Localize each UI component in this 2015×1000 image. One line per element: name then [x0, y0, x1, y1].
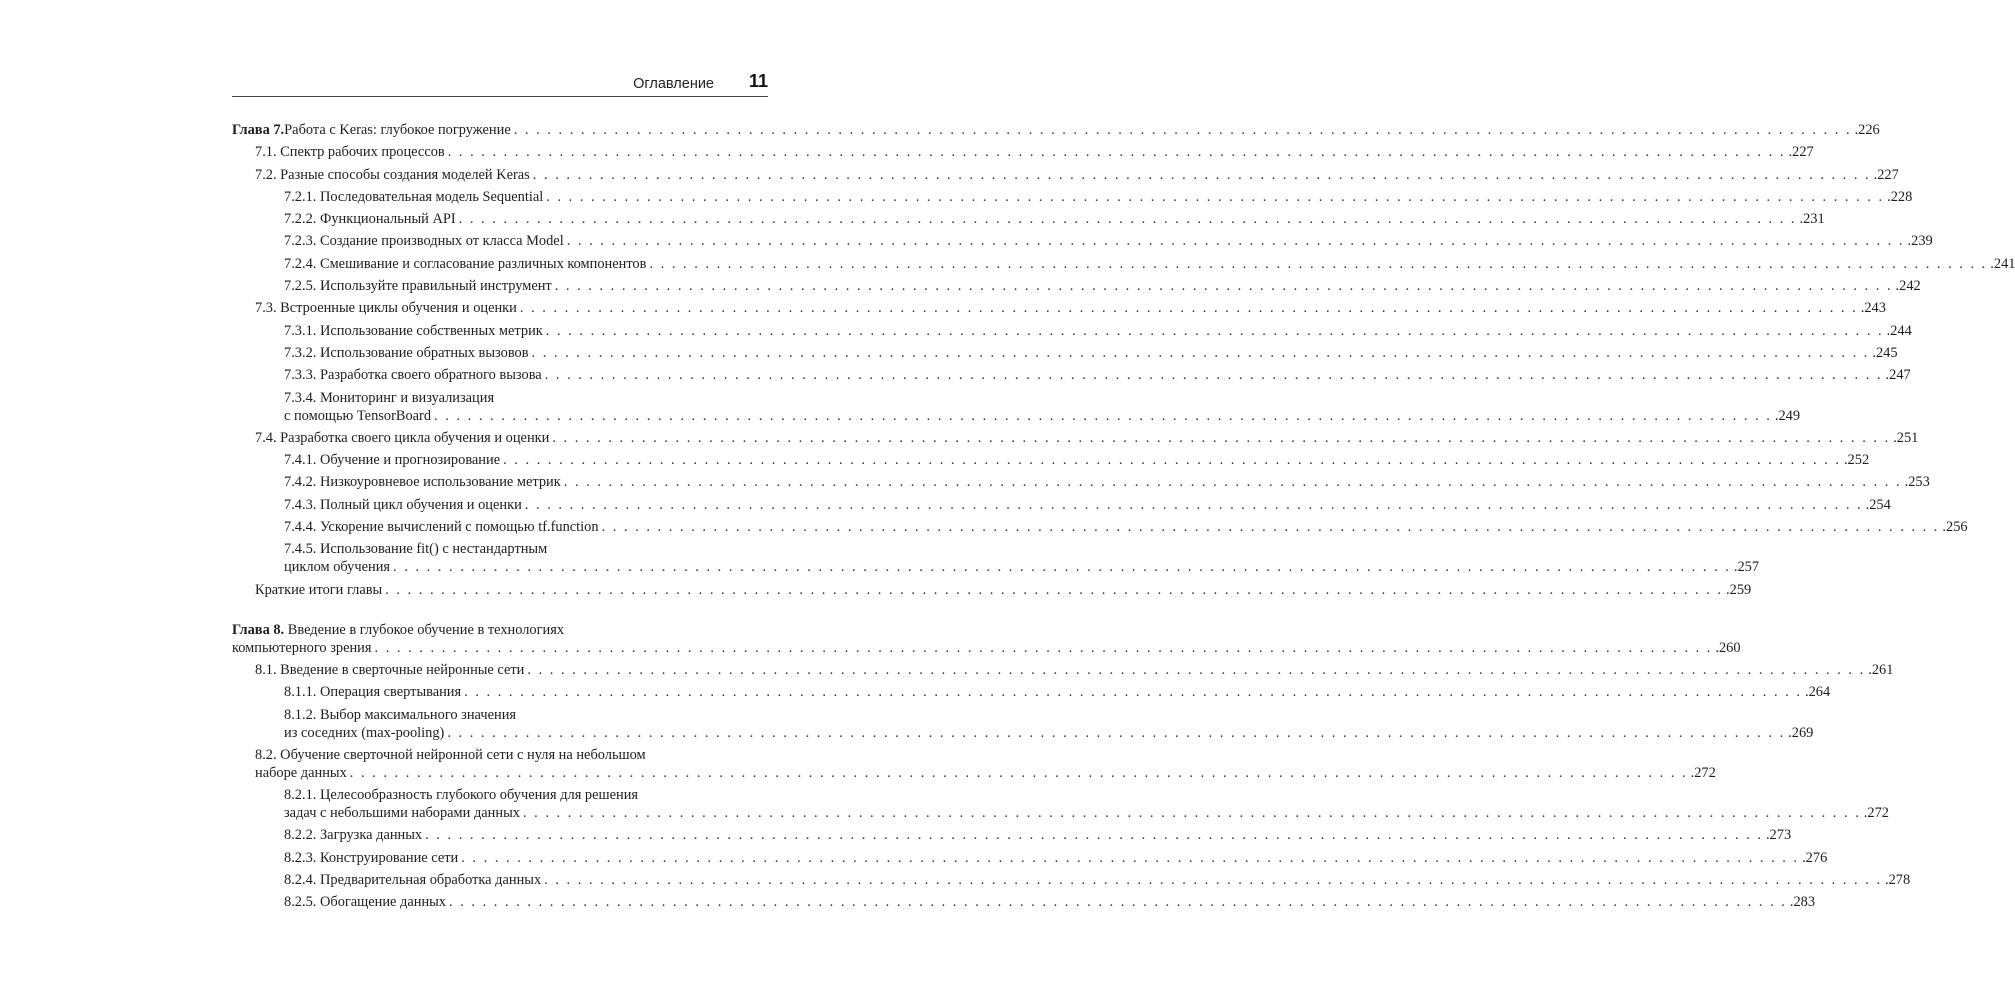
toc-page-number: .227 [1788, 144, 1814, 161]
toc-entry-title: циклом обучения [284, 559, 391, 576]
toc-page-number: .278 [1885, 872, 1911, 889]
dot-leader: . . . . . . . . . . . . . . . . . . . . . . . . . . . . . . . . . . . . . . . . . . . . . . . . . . . . . . . . . . . . . . . . . . . . . . . . . . . . . . . . . . . . . . . . . . . . . . . . . . . . . . . . . . . . . . . . . . . . . . . . [544, 367, 1883, 384]
toc-entry-line [232, 639, 1741, 657]
toc-entry-title: 7.2. Разные способы создания моделей Keras [255, 166, 530, 183]
toc-entry-line [232, 621, 768, 639]
toc-entry-title: компьютерного зрения [232, 639, 372, 656]
toc-entry-title: 8.1.1. Операция свертывания [284, 684, 462, 701]
toc-entry-title: из соседних (max-pooling) [284, 724, 445, 741]
dot-leader: . . . . . . . . . . . . . . . . . . . . . . . . . . . . . . . . . . . . . . . . . . . . . . . . . . . . . . . . . . . . . . . . . . . . . . . . . . . . . . . . . . . . . . . . . . . . . . . . . . . . . . . . . . . . . . . . . . . . . . . . [601, 519, 1940, 536]
running-head [232, 70, 768, 97]
toc-page-number: .231 [1799, 211, 1825, 228]
toc-subsection-entry [232, 366, 1911, 384]
toc-page-number: .273 [1765, 827, 1792, 844]
toc-section-entry [232, 661, 1894, 679]
toc-entry-line [284, 786, 768, 804]
toc-entry-line [232, 121, 1880, 139]
toc-page-number: .228 [1887, 188, 1913, 205]
toc-entry-line [284, 683, 1831, 701]
toc-subsection-entry [232, 473, 1930, 491]
toc-entry-title: 8.2.3. Конструирование сети [284, 849, 459, 866]
dot-leader: . . . . . . . . . . . . . . . . . . . . . . . . . . . . . . . . . . . . . . . . . . . . . . . . . . . . . . . . . . . . . . . . . . . . . . . . . . . . . . . . . . . . . . . . . . . . . . . . . . . . . . . . . . . . . . . . . . . . . . . . [447, 144, 1786, 161]
toc-section-entry [232, 143, 1814, 161]
toc-entry-title: 8.2.5. Обогащение данных [284, 894, 447, 911]
toc-subsection-entry [232, 826, 1792, 844]
toc-entry-line [284, 496, 1891, 514]
toc-subsection-entry [232, 210, 1825, 228]
toc-subsection-entry [232, 706, 1814, 742]
toc-page-number: .241 [1990, 255, 2015, 272]
toc-page-number: .252 [1843, 452, 1870, 469]
toc-page-number: .261 [1868, 661, 1894, 678]
toc-subsection-entry [232, 188, 1913, 206]
toc-page-number: .260 [1715, 639, 1741, 656]
toc-entry-title: 8.2.1. Целесообразность глубокого обучения для решения [284, 787, 639, 804]
dot-leader: . . . . . . . . . . . . . . . . . . . . . . . . . . . . . . . . . . . . . . . . . . . . . . . . . . . . . . . . . . . . . . . . . . . . . . . . . . . . . . . . . . . . . . . . . . . . . . . . . . . . . . . . . . . . . . . . . . . . . . . . [524, 496, 1863, 513]
toc-page-number: .254 [1865, 496, 1891, 513]
toc-entry-line [255, 746, 768, 764]
toc-entry-title: 7.4.5. Использование fit() с нестандартным [284, 541, 548, 558]
toc-entry-line [284, 210, 1825, 228]
toc-subsection-entry [232, 893, 1816, 911]
dot-leader: . . . . . . . . . . . . . . . . . . . . . . . . . . . . . . . . . . . . . . . . . . . . . . . . . . . . . . . . . . . . . . . . . . . . . . . . . . . . . . . . . . . . . . . . . . . . . . . . . . . . . . . . . . . . . . . . . . . . . . . . [544, 872, 1882, 889]
toc-subsection-entry [232, 518, 1968, 536]
toc-entry-line [284, 518, 1968, 536]
dot-leader: . . . . . . . . . . . . . . . . . . . . . . . . . . . . . . . . . . . . . . . . . . . . . . . . . . . . . . . . . . . . . . . . . . . . . . . . . . . . . . . . . . . . . . . . . . . . . . . . . . . . . . . . . . . . . . . . . . . . . . . . [519, 300, 1858, 317]
toc-entry-title: задач с небольшими наборами данных [284, 805, 520, 822]
toc-entry-title: 7.3.2. Использование обратных вызовов [284, 344, 529, 361]
page-number: 11 [748, 71, 768, 91]
dot-leader: . . . . . . . . . . . . . . . . . . . . . . . . . . . . . . . . . . . . . . . . . . . . . . . . . . . . . . . . . . . . . . . . . . . . . . . . . . . . . . . . . . . . . . . . . . . . . . . . . . . . . . . . . . . . . . . . . . . . . . . . [447, 724, 1786, 741]
dot-leader: . . . . . . . . . . . . . . . . . . . . . . . . . . . . . . . . . . . . . . . . . . . . . . . . . . . . . . . . . . . . . . . . . . . . . . . . . . . . . . . . . . . . . . . . . . . . . . . . . . . . . . . . . . . . . . . . . . . . . . . . [461, 849, 1800, 866]
toc-page-number: .264 [1804, 684, 1831, 701]
toc-entry-line [284, 849, 1828, 867]
toc-entry-title: 8.2.2. Загрузка данных [284, 827, 423, 844]
toc-entry-title: 7.4. Разработка своего цикла обучения и оценки [255, 429, 550, 446]
toc-entry-line [284, 804, 1889, 822]
toc-entry-title: 8.1. Введение в сверточные нейронные сети [255, 661, 525, 678]
toc-subsection-entry [232, 232, 1933, 250]
toc-entry-title: 8.2. Обучение сверточной нейронной сети с нуля на небольшом [255, 746, 646, 763]
toc-entry-line [284, 893, 1816, 911]
toc-subsection-entry [232, 322, 1912, 340]
toc-entry-title: 7.2.2. Функциональный API [284, 211, 456, 228]
toc-subsection-entry [232, 786, 1889, 822]
toc-entry-title: 7.1. Спектр рабочих процессов [255, 144, 445, 161]
toc-page-number: .259 [1726, 581, 1752, 598]
toc-entry-title: с помощью TensorBoard [284, 407, 432, 424]
dot-leader: . . . . . . . . . . . . . . . . . . . . . . . . . . . . . . . . . . . . . . . . . . . . . . . . . . . . . . . . . . . . . . . . . . . . . . . . . . . . . . . . . . . . . . . . . . . . . . . . . . . . . . . . . . . . . . . . . . . . . . . . [513, 122, 1852, 138]
toc-entry-title: 7.2.4. Смешивание и согласование различных компонентов [284, 255, 647, 272]
toc-section-entry [232, 166, 1899, 184]
toc-subsection-entry [232, 344, 1898, 362]
toc-entry-line [255, 764, 1716, 782]
toc-entry-title: Работа с Keras: глубокое погружение [284, 122, 511, 138]
dot-leader: . . . . . . . . . . . . . . . . . . . . . . . . . . . . . . . . . . . . . . . . . . . . . . . . . . . . . . . . . . . . . . . . . . . . . . . . . . . . . . . . . . . . . . . . . . . . . . . . . . . . . . . . . . . . . . . . . . . . . . . . [546, 188, 1885, 205]
dot-leader: . . . . . . . . . . . . . . . . . . . . . . . . . . . . . . . . . . . . . . . . . . . . . . . . . . . . . . . . . . . . . . . . . . . . . . . . . . . . . . . . . . . . . . . . . . . . . . . . . . . . . . . . . . . . . . . . . . . . . . . . [374, 639, 1713, 656]
toc-entry-title: Введение в глубокое обучение в технологиях [287, 621, 565, 638]
toc-entry-title: Краткие итоги главы [255, 581, 383, 598]
toc-entry-line [284, 344, 1898, 362]
toc-entry-title: 7.3.4. Мониторинг и визуализация [284, 389, 495, 406]
toc-entry-line [255, 143, 1814, 161]
toc-entry-line [255, 661, 1894, 679]
toc-entry-title: 8.2.4. Предварительная обработка данных [284, 872, 542, 889]
toc-entry-title: 7.4.2. Низкоуровневое использование метрик [284, 474, 561, 491]
toc-page-number: .245 [1872, 344, 1898, 361]
dot-leader: . . . . . . . . . . . . . . . . . . . . . . . . . . . . . . . . . . . . . . . . . . . . . . . . . . . . . . . . . . . . . . . . . . . . . . . . . . . . . . . . . . . . . . . . . . . . . . . . . . . . . . . . . . . . . . . . . . . . . . . . [434, 407, 1772, 424]
toc-subsection-entry [232, 255, 2015, 273]
toc-entry-title: наборе данных [255, 764, 347, 781]
toc-section-entry [232, 429, 1919, 447]
dot-leader: . . . . . . . . . . . . . . . . . . . . . . . . . . . . . . . . . . . . . . . . . . . . . . . . . . . . . . . . . . . . . . . . . . . . . . . . . . . . . . . . . . . . . . . . . . . . . . . . . . . . . . . . . . . . . . . . . . . . . . . . [425, 827, 1763, 844]
toc-entry-line [284, 366, 1911, 384]
toc-entry-line [284, 188, 1913, 206]
dot-leader: . . . . . . . . . . . . . . . . . . . . . . . . . . . . . . . . . . . . . . . . . . . . . . . . . . . . . . . . . . . . . . . . . . . . . . . . . . . . . . . . . . . . . . . . . . . . . . . . . . . . . . . . . . . . . . . . . . . . . . . . [349, 764, 1688, 781]
toc-page-number: .227 [1873, 166, 1899, 183]
toc-page-number: .242 [1895, 278, 1921, 295]
toc-entry-line [284, 407, 1801, 425]
toc-entry-title: 7.3.3. Разработка своего обратного вызова [284, 367, 542, 384]
toc-page-number: .276 [1802, 849, 1828, 866]
toc-section-entry [232, 299, 1886, 317]
toc-subsection-entry [232, 540, 1760, 576]
toc-subsection-entry [232, 451, 1870, 469]
toc-entry-line [284, 277, 1921, 295]
dot-leader: . . . . . . . . . . . . . . . . . . . . . . . . . . . . . . . . . . . . . . . . . . . . . . . . . . . . . . . . . . . . . . . . . . . . . . . . . . . . . . . . . . . . . . . . . . . . . . . . . . . . . . . . . . . . . . . . . . . . . . . . [649, 255, 1988, 272]
toc-entry-line [255, 429, 1919, 447]
toc-page-number: .283 [1789, 894, 1816, 911]
toc-page-number: .244 [1886, 322, 1912, 339]
toc-entry-line [284, 322, 1912, 340]
toc-page-number: .239 [1907, 233, 1933, 250]
toc-section-entry [232, 746, 1716, 782]
toc-entry-title: 7.2.5. Используйте правильный инструмент [284, 278, 552, 295]
toc-entry-line [284, 232, 1933, 250]
toc-entry-title: 7.2.3. Создание производных от класса Model [284, 233, 564, 250]
toc-page-number: .269 [1788, 724, 1814, 741]
toc-entry-line [284, 558, 1760, 576]
toc-entry-title: 8.1.2. Выбор максимального значения [284, 706, 517, 723]
dot-leader: . . . . . . . . . . . . . . . . . . . . . . . . . . . . . . . . . . . . . . . . . . . . . . . . . . . . . . . . . . . . . . . . . . . . . . . . . . . . . . . . . . . . . . . . . . . . . . . . . . . . . . . . . . . . . . . . . . . . . . . . [531, 344, 1870, 361]
toc-entry-line [284, 540, 768, 558]
toc-page-number: .226 [1854, 122, 1880, 138]
toc-section-entry [232, 581, 1752, 599]
toc-entry-line [284, 724, 1814, 742]
toc-subsection-entry [232, 849, 1828, 867]
toc-entry-line [284, 255, 2015, 273]
toc-entry-line [284, 871, 1911, 889]
toc-page-number: .256 [1942, 519, 1968, 536]
toc-entry-line [255, 166, 1899, 184]
dot-leader: . . . . . . . . . . . . . . . . . . . . . . . . . . . . . . . . . . . . . . . . . . . . . . . . . . . . . . . . . . . . . . . . . . . . . . . . . . . . . . . . . . . . . . . . . . . . . . . . . . . . . . . . . . . . . . . . . . . . . . . . [552, 429, 1891, 446]
dot-leader: . . . . . . . . . . . . . . . . . . . . . . . . . . . . . . . . . . . . . . . . . . . . . . . . . . . . . . . . . . . . . . . . . . . . . . . . . . . . . . . . . . . . . . . . . . . . . . . . . . . . . . . . . . . . . . . . . . . . . . . . [458, 211, 1797, 228]
table-of-contents [232, 121, 2015, 911]
toc-entry-title: 7.4.4. Ускорение вычислений с помощью tf.function [284, 519, 599, 536]
dot-leader: . . . . . . . . . . . . . . . . . . . . . . . . . . . . . . . . . . . . . . . . . . . . . . . . . . . . . . . . . . . . . . . . . . . . . . . . . . . . . . . . . . . . . . . . . . . . . . . . . . . . . . . . . . . . . . . . . . . . . . . . [554, 278, 1893, 295]
toc-entry-line [255, 581, 1752, 599]
dot-leader: . . . . . . . . . . . . . . . . . . . . . . . . . . . . . . . . . . . . . . . . . . . . . . . . . . . . . . . . . . . . . . . . . . . . . . . . . . . . . . . . . . . . . . . . . . . . . . . . . . . . . . . . . . . . . . . . . . . . . . . . [503, 452, 1841, 469]
toc-subsection-entry [232, 683, 1831, 701]
chapter-label: Глава 7. [232, 122, 285, 138]
dot-leader: . . . . . . . . . . . . . . . . . . . . . . . . . . . . . . . . . . . . . . . . . . . . . . . . . . . . . . . . . . . . . . . . . . . . . . . . . . . . . . . . . . . . . . . . . . . . . . . . . . . . . . . . . . . . . . . . . . . . . . . . [449, 894, 1787, 911]
toc-subsection-entry [232, 871, 1911, 889]
toc-entry-line [284, 473, 1930, 491]
toc-page-number: .251 [1893, 429, 1919, 446]
dot-leader: . . . . . . . . . . . . . . . . . . . . . . . . . . . . . . . . . . . . . . . . . . . . . . . . . . . . . . . . . . . . . . . . . . . . . . . . . . . . . . . . . . . . . . . . . . . . . . . . . . . . . . . . . . . . . . . . . . . . . . . . [527, 661, 1866, 678]
toc-entry-line [255, 299, 1886, 317]
toc-entry-title: 7.2.1. Последовательная модель Sequential [284, 188, 544, 205]
toc-chapter-entry [232, 121, 1880, 139]
dot-leader: . . . . . . . . . . . . . . . . . . . . . . . . . . . . . . . . . . . . . . . . . . . . . . . . . . . . . . . . . . . . . . . . . . . . . . . . . . . . . . . . . . . . . . . . . . . . . . . . . . . . . . . . . . . . . . . . . . . . . . . . [563, 474, 1902, 491]
toc-entry-line [284, 706, 768, 724]
dot-leader: . . . . . . . . . . . . . . . . . . . . . . . . . . . . . . . . . . . . . . . . . . . . . . . . . . . . . . . . . . . . . . . . . . . . . . . . . . . . . . . . . . . . . . . . . . . . . . . . . . . . . . . . . . . . . . . . . . . . . . . . [545, 322, 1884, 339]
chapter-label: Глава 8. [232, 621, 285, 638]
dot-leader: . . . . . . . . . . . . . . . . . . . . . . . . . . . . . . . . . . . . . . . . . . . . . . . . . . . . . . . . . . . . . . . . . . . . . . . . . . . . . . . . . . . . . . . . . . . . . . . . . . . . . . . . . . . . . . . . . . . . . . . . [532, 166, 1871, 183]
toc-page-number: .257 [1733, 559, 1760, 576]
toc-entry-line [284, 451, 1870, 469]
toc-entry-line [284, 826, 1792, 844]
toc-page-number: .247 [1885, 367, 1911, 384]
dot-leader: . . . . . . . . . . . . . . . . . . . . . . . . . . . . . . . . . . . . . . . . . . . . . . . . . . . . . . . . . . . . . . . . . . . . . . . . . . . . . . . . . . . . . . . . . . . . . . . . . . . . . . . . . . . . . . . . . . . . . . . . [393, 559, 1731, 576]
toc-page-number: .243 [1860, 300, 1886, 317]
toc-page-number: .249 [1774, 407, 1801, 424]
toc-entry-line [284, 389, 768, 407]
dot-leader: . . . . . . . . . . . . . . . . . . . . . . . . . . . . . . . . . . . . . . . . . . . . . . . . . . . . . . . . . . . . . . . . . . . . . . . . . . . . . . . . . . . . . . . . . . . . . . . . . . . . . . . . . . . . . . . . . . . . . . . . [385, 581, 1724, 598]
toc-entry-title: 7.4.1. Обучение и прогнозирование [284, 452, 501, 469]
toc-page-number: .272 [1690, 764, 1716, 781]
toc-entry-title: 7.3.1. Использование собственных метрик [284, 322, 543, 339]
toc-subsection-entry [232, 277, 1921, 295]
running-head-title: Оглавление [633, 76, 714, 92]
toc-chapter-entry [232, 621, 1741, 657]
toc-subsection-entry [232, 496, 1891, 514]
toc-entry-title: 7.3. Встроенные циклы обучения и оценки [255, 300, 517, 317]
dot-leader: . . . . . . . . . . . . . . . . . . . . . . . . . . . . . . . . . . . . . . . . . . . . . . . . . . . . . . . . . . . . . . . . . . . . . . . . . . . . . . . . . . . . . . . . . . . . . . . . . . . . . . . . . . . . . . . . . . . . . . . . [566, 233, 1905, 250]
toc-subsection-entry [232, 389, 1801, 425]
dot-leader: . . . . . . . . . . . . . . . . . . . . . . . . . . . . . . . . . . . . . . . . . . . . . . . . . . . . . . . . . . . . . . . . . . . . . . . . . . . . . . . . . . . . . . . . . . . . . . . . . . . . . . . . . . . . . . . . . . . . . . . . [522, 805, 1861, 822]
toc-page-number: .272 [1863, 805, 1889, 822]
toc-page-number: .253 [1904, 474, 1930, 491]
toc-entry-title: 7.4.3. Полный цикл обучения и оценки [284, 496, 522, 513]
dot-leader: . . . . . . . . . . . . . . . . . . . . . . . . . . . . . . . . . . . . . . . . . . . . . . . . . . . . . . . . . . . . . . . . . . . . . . . . . . . . . . . . . . . . . . . . . . . . . . . . . . . . . . . . . . . . . . . . . . . . . . . . [464, 684, 1802, 701]
